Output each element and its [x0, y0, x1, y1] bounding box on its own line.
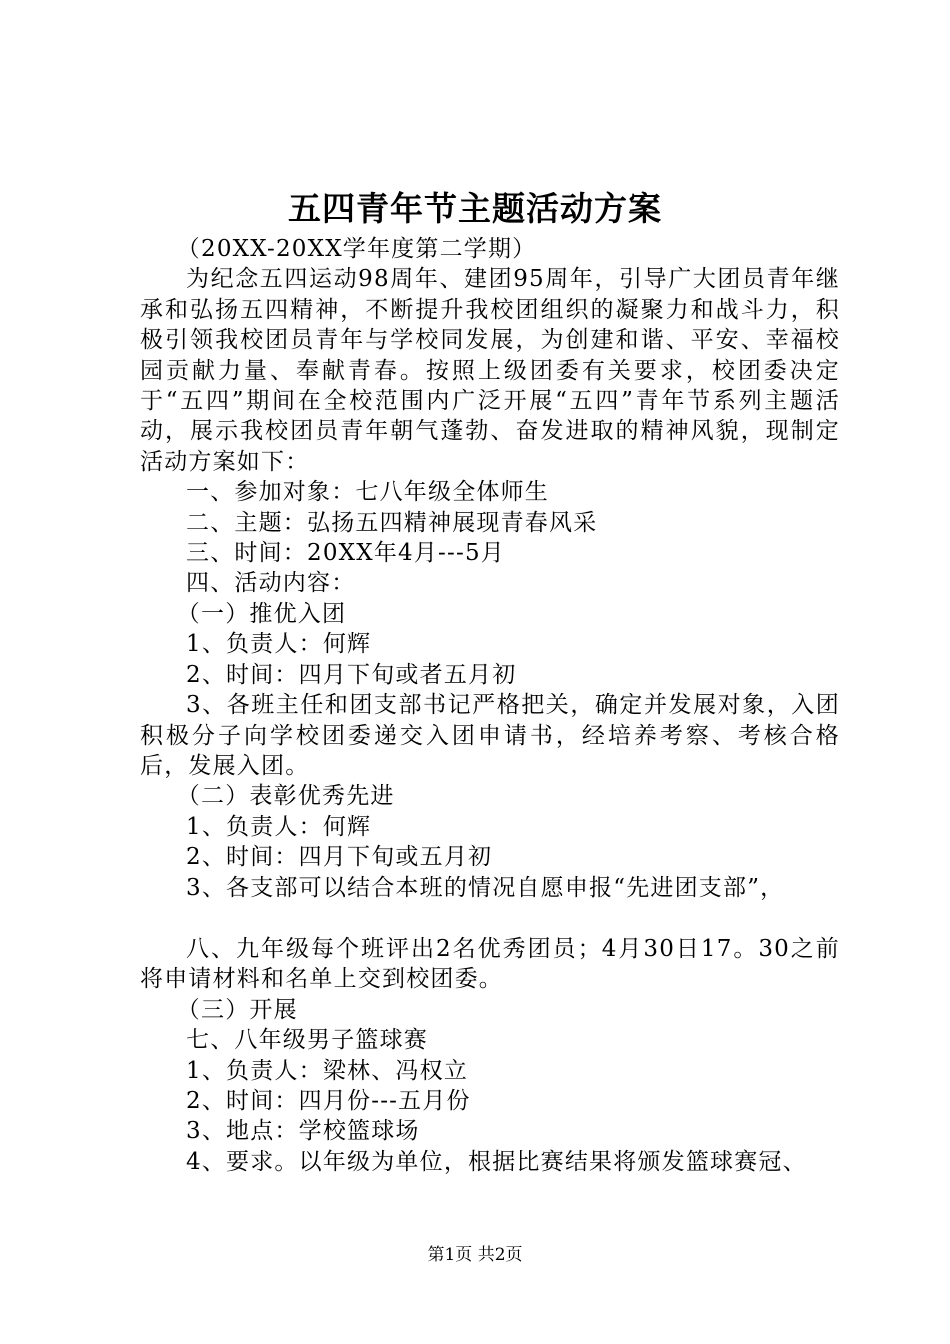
page-footer: 第1页 共2页 — [427, 1245, 523, 1265]
paragraph-time: 三、时间：20XX年4月---5月 — [186, 540, 505, 567]
paragraph-activities-heading: 四、活动内容： — [186, 570, 356, 597]
paragraph-theme: 二、主题：弘扬五四精神展现青春风采 — [186, 509, 598, 536]
paragraph-list-item: 1、负责人：何辉 — [186, 631, 372, 658]
paragraph-basketball-heading: 七、八年级男子篮球赛 — [186, 1027, 428, 1054]
section-heading-events: （三）开展 — [176, 996, 298, 1023]
paragraph-list-item: 3、各班主任和团支部书记严格把关，确定并发展对象，入团积极分子向学校团委递交入团申请书，经培养考察、考核合格后，发展入团。 — [140, 692, 840, 779]
paragraph-list-item: 2、时间：四月下旬或五月初 — [186, 844, 493, 871]
paragraph-list-item: 3、各支部可以结合本班的情况自愿申报“先进团支部”， — [186, 874, 785, 901]
paragraph-intro: 为纪念五四运动98周年、建团95周年，引导广大团员青年继承和弘扬五四精神，不断提升我校团组织的凝聚力和战斗力，积极引领我校团员青年与学校同发展，为创建和谐、平安、幸福校园贡献力量、奉献青春。按照上级团委有关要求，校团委决定于“五四”期间在全校范围内广泛开展“五四”青年节系列主题活动，展示我校团员青年朝气蓬勃、奋发进取的精神风貌，现制定活动方案如下： — [140, 266, 840, 475]
paragraph-list-item: 2、时间：四月下旬或者五月初 — [186, 661, 517, 688]
paragraph-academic-term: （20XX-20XX学年度第二学期） — [176, 236, 537, 262]
paragraph-participants: 一、参加对象：七八年级全体师生 — [186, 479, 549, 506]
section-heading-commendation: （二）表彰优秀先进 — [176, 783, 395, 810]
paragraph-list-item: 1、负责人：梁林、冯权立 — [186, 1057, 469, 1084]
paragraph-list-item: 1、负责人：何辉 — [186, 813, 372, 840]
document-title: 五四青年节主题活动方案 — [288, 189, 662, 228]
section-heading-recommend: （一）推优入团 — [176, 600, 347, 627]
paragraph-list-item: 4、要求。以年级为单位，根据比赛结果将颁发篮球赛冠、 — [186, 1148, 807, 1175]
document-body — [140, 234, 840, 1177]
paragraph-list-item: 2、时间：四月份---五月份 — [186, 1087, 471, 1114]
paragraph-list-item: 八、九年级每个班评出2名优秀团员；4月30日17。30之前将申请材料和名单上交到校团委。 — [140, 935, 840, 993]
paragraph-gap — [140, 903, 840, 934]
paragraph-list-item: 3、地点：学校篮球场 — [186, 1118, 420, 1145]
